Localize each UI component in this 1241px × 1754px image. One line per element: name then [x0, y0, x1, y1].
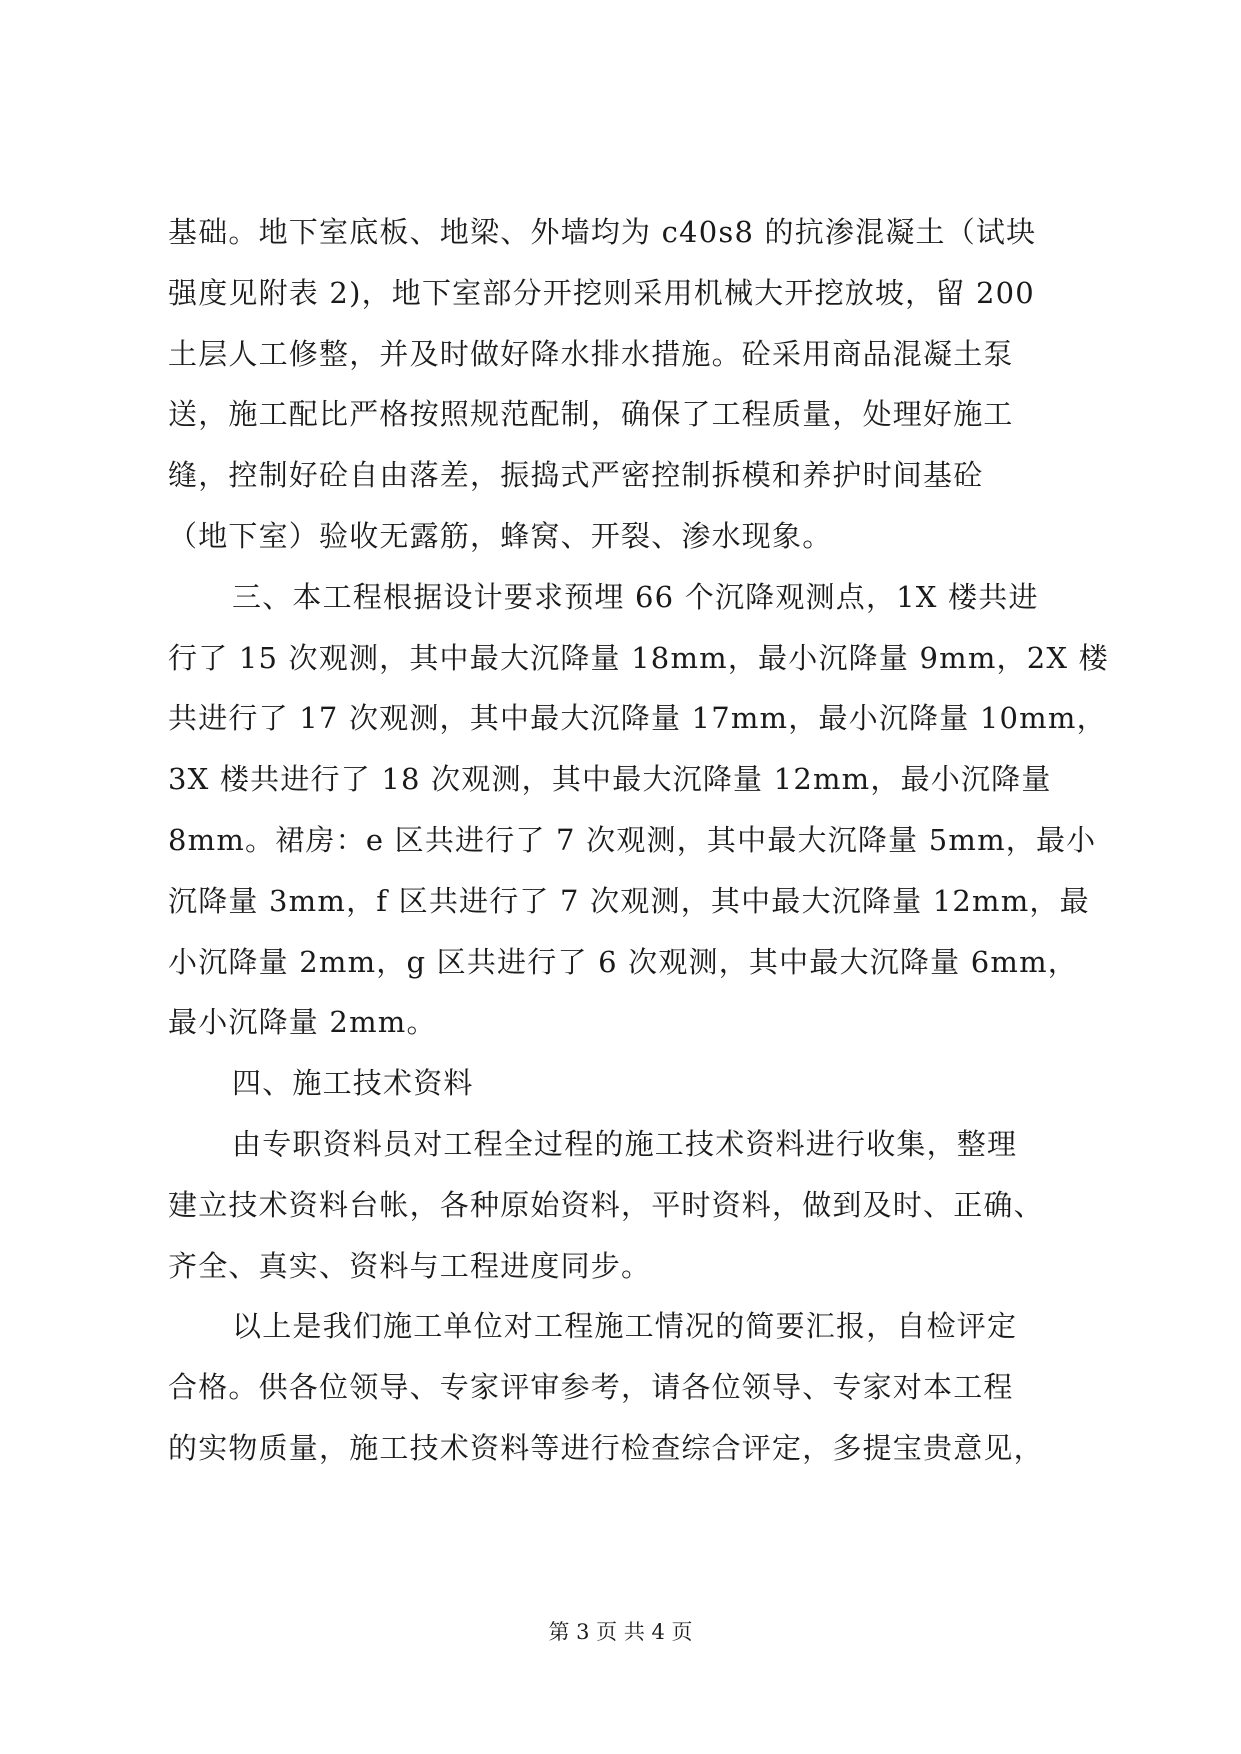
- text-line: 建立技术资料台帐，各种原始资料，平时资料，做到及时、正确、: [168, 1187, 1044, 1222]
- text-line: 小沉降量 2mm，g 区共进行了 6 次观测，其中最大沉降量 6mm，: [168, 944, 1079, 979]
- text-line: 沉降量 3mm，f 区共进行了 7 次观测，其中最大沉降量 12mm，最: [168, 883, 1090, 918]
- text-line: 合格。供各位领导、专家评审参考，请各位领导、专家对本工程: [168, 1370, 1014, 1405]
- summary-paragraph: 以上是我们施工单位对工程施工情况的简要汇报，自检评定: [232, 1309, 1018, 1344]
- text-line: 土层人工修整，并及时做好降水排水措施。砼采用商品混凝土泵: [168, 336, 1014, 371]
- body-text: [168, 202, 1109, 1479]
- text-line: 基础。地下室底板、地梁、外墙均为 c40s8 的抗渗混凝土（试块: [168, 215, 1037, 249]
- text-line: （地下室）验收无露筋，蜂窝、开裂、渗水现象。: [168, 518, 833, 553]
- section-4-paragraph: 由专职资料员对工程全过程的施工技术资料进行收集，整理: [232, 1126, 1018, 1161]
- text-line: 的实物质量，施工技术资料等进行检查综合评定，多提宝贵意见，: [168, 1430, 1044, 1465]
- section-4-heading: 四、施工技术资料: [232, 1066, 474, 1101]
- text-line: 缝，控制好砼自由落差，振捣式严密控制拆模和养护时间基砼: [168, 458, 984, 493]
- text-line: 最小沉降量 2mm。: [168, 1005, 437, 1040]
- text-line: 强度见附表 2)，地下室部分开挖则采用机械大开挖放坡，留 200: [168, 275, 1035, 310]
- page-footer: 第 3 页 共 4 页: [548, 1620, 693, 1644]
- text-line: 共进行了 17 次观测，其中最大沉降量 17mm，最小沉降量 10mm，: [168, 701, 1107, 736]
- text-line: 8mm。裙房：e 区共进行了 7 次观测，其中最大沉降量 5mm，最小: [168, 822, 1097, 857]
- text-line: 送，施工配比严格按照规范配制，确保了工程质量，处理好施工: [168, 397, 1014, 432]
- text-line: 行了 15 次观测，其中最大沉降量 18mm，最小沉降量 9mm，2X 楼: [168, 640, 1109, 675]
- text-line: 3X 楼共进行了 18 次观测，其中最大沉降量 12mm，最小沉降量: [168, 762, 1052, 797]
- section-3-paragraph: 三、本工程根据设计要求预埋 66 个沉降观测点，1X 楼共进: [232, 579, 1039, 614]
- text-line: 齐全、真实、资料与工程进度同步。: [168, 1248, 652, 1283]
